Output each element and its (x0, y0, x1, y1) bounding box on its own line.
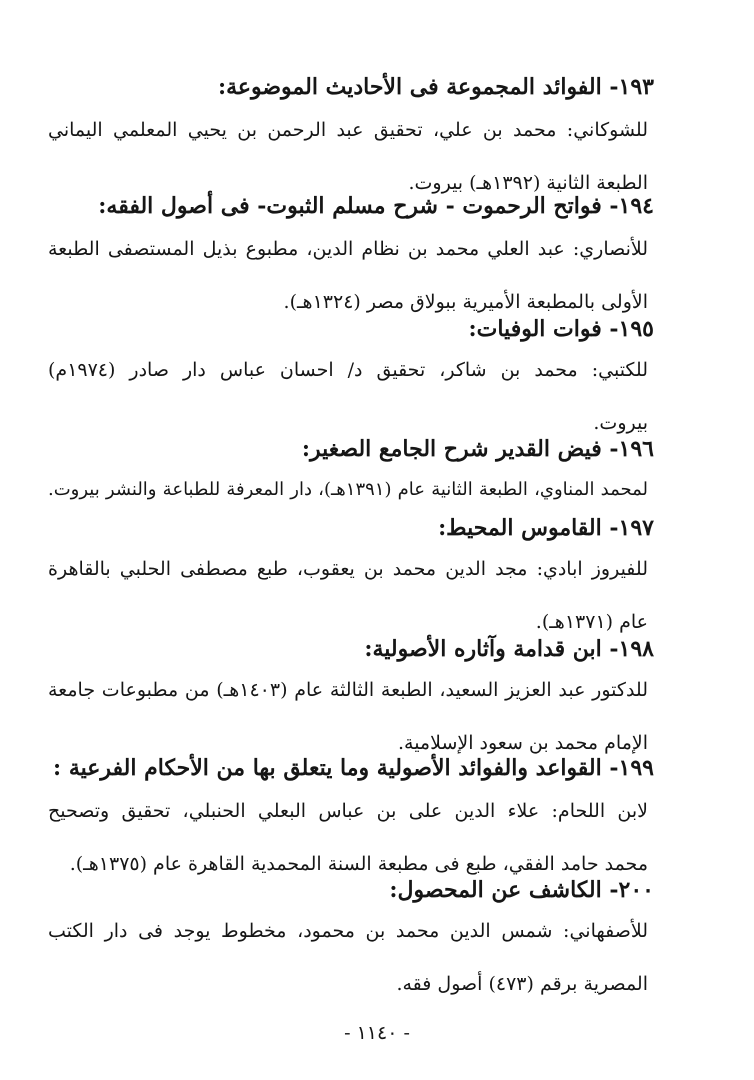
entry-title-196: ١٩٦- فيض القدير شرح الجامع الصغير: (301, 436, 654, 462)
entry-title-193: ١٩٣- الفوائد المجموعة فى الأحاديث الموضوعة: (217, 74, 654, 100)
entry-title-194: ١٩٤- فواتح الرحموت - شرح مسلم الثبوت- فى أصول الفقه: (98, 193, 654, 219)
entry-title-197: ١٩٧- القاموس المحيط: (438, 515, 654, 541)
entry-line: لابن اللحام: علاء الدين على بن عباس البعلي الحنبلي، تحقيق وتصحيح (48, 800, 648, 822)
entry-line: للفيروز ابادي: مجد الدين محمد بن يعقوب، طبع مصطفى الحلبي بالقاهرة (48, 558, 648, 580)
entry-line: بيروت. (593, 412, 648, 434)
entry-line: للدكتور عبد العزيز السعيد، الطبعة الثالثة عام (١٤٠٣هـ) من مطبوعات جامعة (48, 679, 648, 701)
entry-body-200 (48, 916, 648, 1022)
entry-line: للشوكاني: محمد بن علي، تحقيق عبد الرحمن بن يحيي المعلمي اليماني (48, 119, 648, 141)
entry-line: المصرية برقم (٤٧٣) أصول فقه. (396, 973, 648, 995)
entry-line: الطبعة الثانية (١٣٩٢هـ) بيروت. (408, 172, 648, 194)
entry-line: للأصفهاني: شمس الدين محمد بن محمود، مخطوط يوجد فى دار الكتب (48, 920, 648, 942)
page-number: - ١١٤٠ - (344, 1022, 410, 1044)
entry-title-200: ٢٠٠- الكاشف عن المحصول: (389, 877, 654, 903)
entry-title-198: ١٩٨- ابن قدامة وآثاره الأصولية: (364, 636, 654, 662)
entry-line: عام (١٣٧١هـ). (535, 611, 648, 633)
entry-line: لمحمد المناوي، الطبعة الثانية عام (١٣٩١هـ)، دار المعرفة للطباعة والنشر بيروت. (48, 479, 648, 500)
entry-title-195: ١٩٥- فوات الوفيات: (468, 316, 654, 342)
entry-line: للأنصاري: عبد العلي محمد بن نظام الدين، مطبوع بذيل المستصفى الطبعة (48, 238, 648, 260)
entry-line: الإمام محمد بن سعود الإسلامية. (397, 732, 648, 754)
entry-line: محمد حامد الفقي، طبع فى مطبعة السنة المحمدية القاهرة عام (١٣٧٥هـ). (69, 853, 648, 875)
entry-line: الأولى بالمطبعة الأميرية ببولاق مصر (١٣٢٤هـ). (283, 291, 648, 313)
entry-title-199: ١٩٩- القواعد والفوائد الأصولية وما يتعلق بها من الأحكام الفرعية : (53, 755, 654, 781)
entry-line: للكتبي: محمد بن شاكر، تحقيق د/ احسان عباس دار صادر (١٩٧٤م) (48, 359, 648, 381)
